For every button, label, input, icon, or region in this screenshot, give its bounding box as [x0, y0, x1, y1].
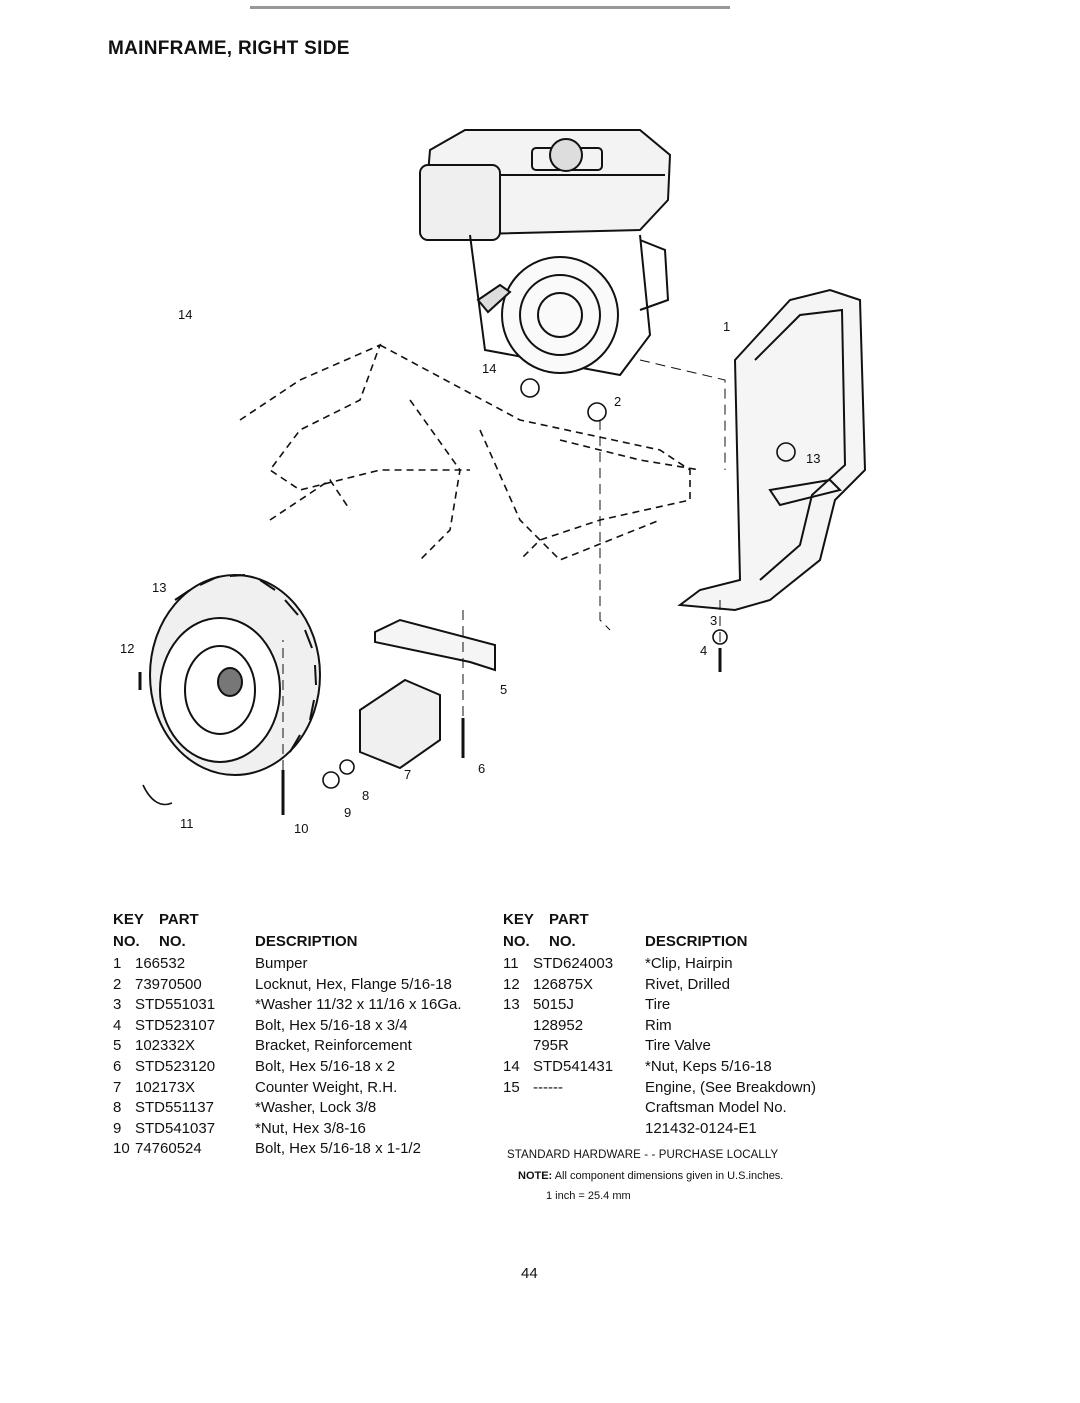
- part-number: 5015J: [533, 996, 574, 1014]
- parts-row: [503, 1016, 923, 1037]
- part-number: STD541037: [135, 1119, 216, 1137]
- part-key: 2: [113, 975, 122, 993]
- parts-row: [113, 1036, 513, 1057]
- header-description-right: DESCRIPTION: [645, 933, 748, 950]
- callout-7: 7: [404, 767, 412, 782]
- part-key: 1: [113, 955, 122, 972]
- parts-row: [113, 1139, 513, 1160]
- part-number: 128952: [533, 1016, 584, 1034]
- part-number: 102173X: [135, 1078, 196, 1096]
- parts-row: [503, 1119, 923, 1140]
- part-number: 166532: [135, 955, 186, 972]
- callout-11: 11: [180, 816, 194, 831]
- part-number: ------: [533, 1078, 563, 1096]
- dimensions-note: [518, 1170, 783, 1182]
- part-description: Rim: [645, 1016, 672, 1034]
- header-no-key-right: NO.: [503, 933, 530, 950]
- callout-9: 9: [344, 805, 352, 820]
- callout-15: 14: [178, 307, 193, 322]
- section-title: MAINFRAME, RIGHT SIDE: [108, 38, 350, 59]
- callout-13: 13: [152, 580, 167, 595]
- part-number: STD551031: [135, 996, 216, 1014]
- part-number: STD624003: [533, 955, 614, 972]
- parts-row: [113, 1016, 513, 1037]
- part-key: 10: [113, 1140, 130, 1158]
- part-number: 126875X: [533, 975, 594, 993]
- callout-3: 3: [710, 613, 718, 628]
- part-number: 74760524: [135, 1140, 202, 1158]
- callout-2: 2: [614, 394, 622, 409]
- part-description: 121432-0124-E1: [645, 1119, 757, 1137]
- parts-row: [113, 1057, 513, 1078]
- parts-row: [503, 1098, 923, 1119]
- part-key: 8: [113, 1099, 122, 1117]
- callout-5: 5: [500, 682, 508, 697]
- callout-14b: 13: [806, 451, 821, 466]
- header-no-part: NO.: [159, 933, 186, 950]
- part-number: STD541431: [533, 1057, 614, 1075]
- part-number: 73970500: [135, 975, 202, 993]
- note-text: All component dimensions given in U.S.inches.: [554, 1170, 784, 1182]
- parts-row: [503, 954, 923, 975]
- callout-1: 1: [723, 319, 731, 334]
- part-description: Tire: [645, 996, 671, 1014]
- callout-6: 6: [478, 761, 486, 776]
- callout-4: 4: [700, 643, 708, 658]
- part-key: 9: [113, 1119, 122, 1137]
- parts-header-row-2: [113, 932, 513, 954]
- part-key: 6: [113, 1057, 122, 1075]
- part-key: 4: [113, 1016, 122, 1034]
- header-key: KEY: [113, 911, 144, 928]
- parts-row: [113, 1078, 513, 1099]
- header-key-right: KEY: [503, 911, 534, 928]
- parts-list-left: [113, 910, 513, 1160]
- header-description: DESCRIPTION: [255, 933, 358, 950]
- note-label: NOTE:: [518, 1170, 553, 1182]
- unit-conversion: 1 inch = 25.4 mm: [546, 1190, 631, 1202]
- part-key: 7: [113, 1078, 122, 1096]
- part-description: Counter Weight, R.H.: [255, 1078, 398, 1096]
- parts-row: [113, 1098, 513, 1119]
- part-description: *Nut, Hex 3/8-16: [255, 1119, 366, 1137]
- parts-row: [113, 995, 513, 1016]
- parts-header-row-2-right: [503, 932, 923, 954]
- part-description: Bolt, Hex 5/16-18 x 1-1/2: [255, 1140, 421, 1158]
- parts-row: [113, 954, 513, 975]
- part-description: *Nut, Keps 5/16-18: [645, 1057, 772, 1075]
- standard-hardware-note: STANDARD HARDWARE - - PURCHASE LOCALLY: [507, 1149, 779, 1161]
- part-key: 5: [113, 1037, 122, 1055]
- header-no-key: NO.: [113, 933, 140, 950]
- parts-row: [503, 975, 923, 996]
- parts-row: [503, 1036, 923, 1057]
- parts-row: [503, 1078, 923, 1099]
- part-description: Locknut, Hex, Flange 5/16-18: [255, 975, 452, 993]
- part-key: 15: [503, 1078, 520, 1096]
- mainframe-dashed: [240, 345, 700, 560]
- part-description: Bolt, Hex 5/16-18 x 3/4: [255, 1016, 408, 1034]
- parts-row: [503, 995, 923, 1016]
- part-number: STD523107: [135, 1016, 216, 1034]
- part-number: 102332X: [135, 1037, 196, 1055]
- part-description: Bumper: [255, 955, 308, 972]
- callout-8: 8: [362, 788, 370, 803]
- parts-header-row-1-right: [503, 910, 923, 932]
- part-description: Engine, (See Breakdown): [645, 1078, 816, 1096]
- part-description: Bracket, Reinforcement: [255, 1037, 412, 1055]
- callout-14a: 14: [482, 361, 497, 376]
- part-number: STD551137: [135, 1099, 214, 1117]
- parts-rows-right: [503, 954, 923, 1139]
- header-part-right: PART: [549, 911, 589, 928]
- part-description: Tire Valve: [645, 1037, 711, 1055]
- part-key: 14: [503, 1057, 520, 1075]
- part-number: 795R: [533, 1037, 569, 1055]
- part-description: Craftsman Model No.: [645, 1099, 787, 1117]
- part-key: 13: [503, 996, 520, 1014]
- parts-header-row-1: [113, 910, 513, 932]
- bracket-drawing: [360, 620, 495, 768]
- part-description: *Washer 11/32 x 11/16 x 16Ga.: [255, 996, 462, 1014]
- wheel-drawing: [150, 575, 320, 775]
- part-description: Rivet, Drilled: [645, 975, 731, 993]
- parts-row: [113, 975, 513, 996]
- page-number: 44: [521, 1265, 538, 1282]
- bumper-drawing: [680, 290, 865, 610]
- part-key: 3: [113, 996, 122, 1014]
- parts-row: [113, 1119, 513, 1140]
- part-description: Bolt, Hex 5/16-18 x 2: [255, 1057, 396, 1075]
- part-key: 12: [503, 975, 520, 993]
- header-part: PART: [159, 911, 199, 928]
- callout-12: 12: [120, 641, 135, 656]
- engine-drawing: [420, 130, 670, 375]
- part-description: *Washer, Lock 3/8: [255, 1099, 377, 1117]
- part-description: *Clip, Hairpin: [645, 955, 733, 972]
- part-number: STD523120: [135, 1057, 216, 1075]
- parts-row: [503, 1057, 923, 1078]
- part-key: 11: [503, 955, 519, 972]
- parts-rows-left: [113, 954, 513, 1160]
- callout-10: 10: [294, 821, 309, 836]
- header-no-part-right: NO.: [549, 933, 576, 950]
- parts-list-right: [503, 910, 923, 1139]
